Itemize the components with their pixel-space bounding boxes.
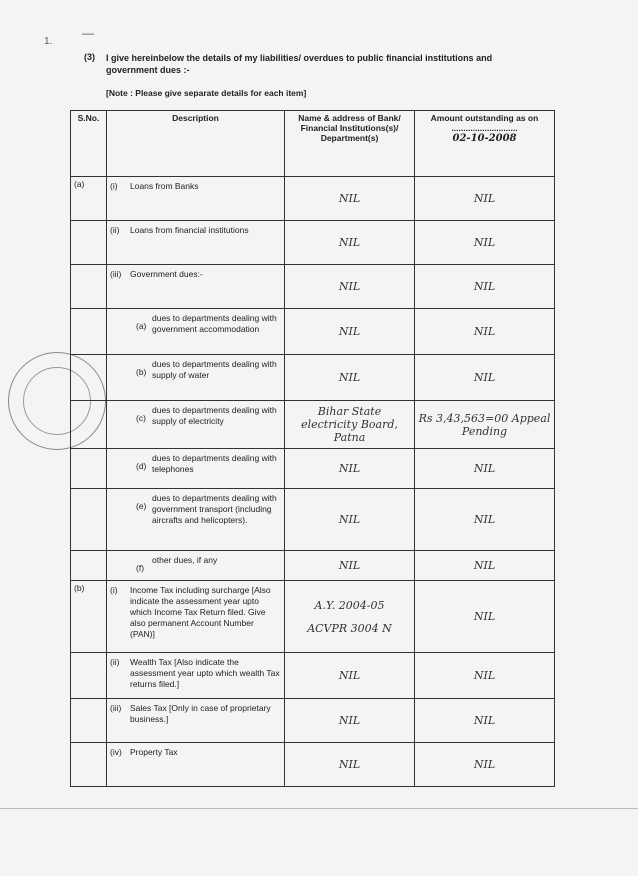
cell-amount <box>415 221 555 265</box>
handwritten-amount: NIL <box>473 513 496 526</box>
handwritten-amount: NIL <box>473 559 496 572</box>
cell-description <box>107 265 285 309</box>
cell-name-address <box>285 401 415 449</box>
cell-amount <box>415 743 555 787</box>
item-description: Property Tax <box>130 747 178 757</box>
item-description: Loans from Banks <box>130 181 199 191</box>
handwritten-name: NIL <box>338 669 361 682</box>
cell-name-address <box>285 221 415 265</box>
header-sno: S.No. <box>71 111 107 177</box>
liabilities-table <box>70 110 555 787</box>
handwritten-name: Bihar State electricity Board, Patna <box>301 405 398 444</box>
table-row <box>71 551 555 581</box>
cell-amount <box>415 699 555 743</box>
cell-description <box>107 221 285 265</box>
cell-sno <box>71 653 107 699</box>
handwritten-name: NIL <box>338 325 361 338</box>
handwritten-amount: NIL <box>473 280 496 293</box>
cell-description <box>107 551 285 581</box>
item-description: dues to departments dealing with government transport (including aircrafts and helicopters). <box>152 493 277 525</box>
cell-amount <box>415 401 555 449</box>
item-description: dues to departments dealing with telephones <box>152 453 277 474</box>
cell-description <box>107 653 285 699</box>
cell-amount <box>415 355 555 401</box>
cell-name-address <box>285 449 415 489</box>
item-roman: (i) <box>110 585 118 595</box>
cell-sno <box>71 699 107 743</box>
cell-amount <box>415 581 555 653</box>
cell-name-address <box>285 653 415 699</box>
handwritten-amount: NIL <box>473 462 496 475</box>
item-description: other dues, if any <box>152 555 218 565</box>
cell-name-address <box>285 699 415 743</box>
item-description: dues to departments dealing with supply of water <box>152 359 277 380</box>
cell-amount <box>415 265 555 309</box>
table-row <box>71 309 555 355</box>
cell-amount <box>415 653 555 699</box>
item-roman: (iii) <box>110 269 122 279</box>
handwritten-name: NIL <box>338 714 361 727</box>
handwritten-name: NIL <box>338 513 361 526</box>
cell-description <box>107 355 285 401</box>
cell-amount <box>415 449 555 489</box>
item-description: Income Tax including surcharge [Also indicate the assessment year upto which Income Tax Return filed. Give also permanent Account Number (PAN)] <box>130 585 271 639</box>
header-amount-label: Amount outstanding as on ............................ <box>430 113 539 133</box>
table-row <box>71 355 555 401</box>
item-roman: (iv) <box>110 747 122 757</box>
header-amount-date: 02-10-2008 <box>452 133 517 144</box>
item-description: Sales Tax [Only in case of proprietary business.] <box>130 703 271 724</box>
item-roman: (ii) <box>110 225 120 235</box>
cell-description <box>107 699 285 743</box>
cell-sno <box>71 551 107 581</box>
table-row <box>71 177 555 221</box>
handwritten-name: NIL <box>338 758 361 771</box>
cell-sno <box>71 265 107 309</box>
item-description: Government dues:- <box>130 269 203 279</box>
cell-sno <box>71 401 107 449</box>
handwritten-name: NIL <box>338 559 361 572</box>
cell-sno <box>71 449 107 489</box>
cell-description <box>107 489 285 551</box>
cell-name-address <box>285 581 415 653</box>
cell-description <box>107 401 285 449</box>
section-number: (3) <box>84 52 95 62</box>
cell-sno: (b) <box>71 581 107 653</box>
cell-description <box>107 743 285 787</box>
cell-name-address <box>285 489 415 551</box>
handwritten-name: NIL <box>338 462 361 475</box>
cell-sno <box>71 355 107 401</box>
handwritten-name: NIL <box>338 280 361 293</box>
handwritten-name: A.Y. 2004-05 <box>314 598 385 612</box>
handwritten-amount: Rs 3,43,563=00 Appeal Pending <box>418 411 551 438</box>
cell-name-address <box>285 265 415 309</box>
cell-amount <box>415 177 555 221</box>
handwritten-amount: NIL <box>473 669 496 682</box>
item-letter: (b) <box>136 367 147 377</box>
handwritten-amount: NIL <box>473 610 496 623</box>
handwritten-pan: ACVPR 3004 N <box>307 621 392 635</box>
handwritten-amount: NIL <box>473 758 496 771</box>
cell-sno: (a) <box>71 177 107 221</box>
cell-amount <box>415 489 555 551</box>
item-description: dues to departments dealing with government accommodation <box>152 313 277 334</box>
cell-amount <box>415 551 555 581</box>
table-row <box>71 401 555 449</box>
cell-description <box>107 309 285 355</box>
item-letter: (c) <box>136 413 146 423</box>
item-letter: (e) <box>136 501 147 511</box>
item-roman: (ii) <box>110 657 120 667</box>
handwritten-name: NIL <box>338 192 361 205</box>
header-amount <box>415 111 555 177</box>
cell-name-address <box>285 309 415 355</box>
item-description: dues to departments dealing with supply of electricity <box>152 405 277 426</box>
handwritten-amount: NIL <box>473 371 496 384</box>
handwritten-amount: NIL <box>473 236 496 249</box>
item-letter: (f) <box>136 563 145 573</box>
cell-description <box>107 581 285 653</box>
cell-sno <box>71 489 107 551</box>
cell-name-address <box>285 355 415 401</box>
page-bottom-divider <box>0 808 638 809</box>
cell-sno <box>71 743 107 787</box>
item-description: Loans from financial institutions <box>130 225 249 235</box>
cell-amount <box>415 309 555 355</box>
cell-description <box>107 449 285 489</box>
section-intro-text: I give hereinbelow the details of my liabilities/ overdues to public financial institutions and government dues :- <box>106 53 493 75</box>
item-roman: (i) <box>110 181 118 191</box>
item-description: Wealth Tax [Also indicate the assessment year upto which wealth Tax returns filed.] <box>130 657 280 689</box>
cell-sno <box>71 309 107 355</box>
item-letter: (a) <box>136 321 147 331</box>
table-row <box>71 699 555 743</box>
header-name-address: Name & address of Bank/ Financial Institutions(s)/ Department(s) <box>285 111 415 177</box>
header-description: Description <box>107 111 285 177</box>
handwritten-amount: NIL <box>473 192 496 205</box>
item-roman: (iii) <box>110 703 122 713</box>
handwritten-amount: NIL <box>473 714 496 727</box>
handwritten-amount: NIL <box>473 325 496 338</box>
cell-name-address <box>285 177 415 221</box>
table-row <box>71 743 555 787</box>
cell-sno <box>71 221 107 265</box>
section-note: [Note : Please give separate details for each item] <box>106 88 307 98</box>
handwritten-name: NIL <box>338 236 361 249</box>
table-row <box>71 653 555 699</box>
table-row <box>71 449 555 489</box>
cell-name-address <box>285 551 415 581</box>
table-row <box>71 265 555 309</box>
cell-name-address <box>285 743 415 787</box>
item-letter: (d) <box>136 461 147 471</box>
margin-mark: 1. <box>44 36 53 47</box>
handwritten-name: NIL <box>338 371 361 384</box>
table-row <box>71 581 555 653</box>
cell-description <box>107 177 285 221</box>
margin-mark: — <box>82 26 94 40</box>
table-row <box>71 489 555 551</box>
table-row <box>71 221 555 265</box>
